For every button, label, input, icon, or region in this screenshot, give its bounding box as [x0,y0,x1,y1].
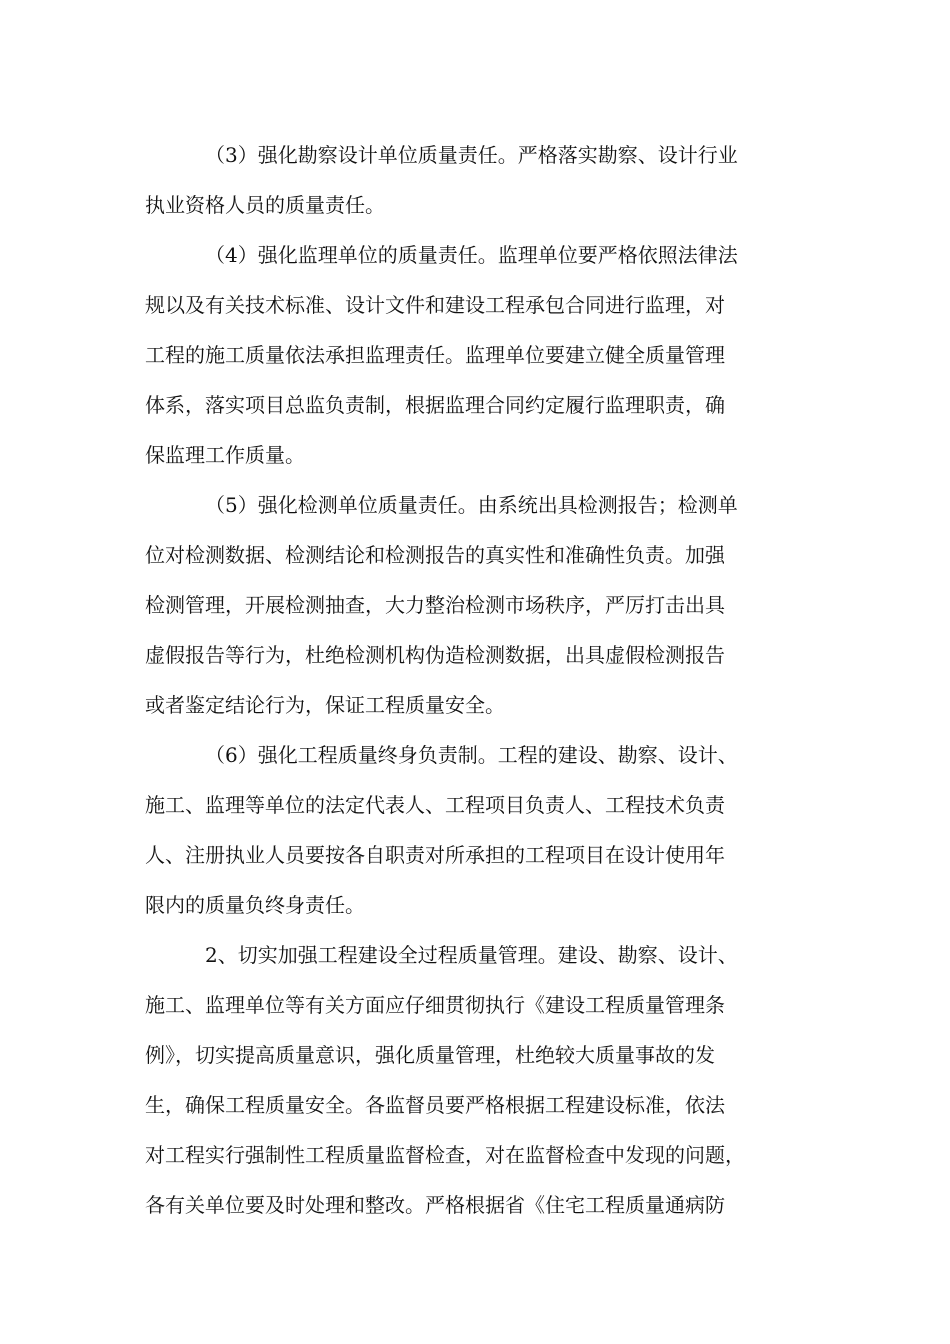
paragraph-line: 工程的施工质量依法承担监理责任。监理单位要建立健全质量管理 [145,343,725,367]
paragraph-4 [145,230,825,480]
paragraph-line: 限内的质量负终身责任。 [145,893,365,917]
paragraph-line: 保监理工作质量。 [145,443,305,467]
paragraph-6 [145,730,825,930]
paragraph-line: 执业资格人员的质量责任。 [145,193,385,217]
paragraph-line: 规以及有关技术标准、设计文件和建设工程承包合同进行监理，对 [145,293,725,317]
paragraph-line: （4）强化监理单位的质量责任。监理单位要严格依照法律法 [205,243,738,267]
paragraph-line: 或者鉴定结论行为，保证工程质量安全。 [145,693,505,717]
paragraph-line: 施工、监理单位等有关方面应仔细贯彻执行《建设工程质量管理条 [145,993,725,1017]
paragraph-line: （5）强化检测单位质量责任。由系统出具检测报告；检测单 [205,493,738,517]
paragraph-line: 例》，切实提高质量意识，强化质量管理，杜绝较大质量事故的发 [145,1043,715,1067]
paragraph-line: 生，确保工程质量安全。各监督员要严格根据工程建设标准，依法 [145,1093,725,1117]
paragraph-line: 对工程实行强制性工程质量监督检查，对在监督检查中发现的问题， [145,1143,745,1167]
paragraph-line: 各有关单位要及时处理和整改。严格根据省《住宅工程质量通病防 [145,1193,725,1217]
paragraph-line: 检测管理，开展检测抽查，大力整治检测市场秩序，严厉打击出具 [145,593,725,617]
paragraph-line: 虚假报告等行为，杜绝检测机构伪造检测数据，出具虚假检测报告 [145,643,725,667]
paragraph-5 [145,480,825,730]
paragraph-line: （3）强化勘察设计单位质量责任。严格落实勘察、设计行业 [205,143,738,167]
paragraph-line: 2、切实加强工程建设全过程质量管理。建设、勘察、设计、 [205,943,738,967]
paragraph-line: 位对检测数据、检测结论和检测报告的真实性和准确性负责。加强 [145,543,725,567]
paragraph-line: 体系，落实项目总监负责制，根据监理合同约定履行监理职责，确 [145,393,725,417]
section-2-paragraph [145,930,825,1230]
document-body [145,130,825,1230]
paragraph-line: （6）强化工程质量终身负责制。工程的建设、勘察、设计、 [205,743,738,767]
paragraph-line: 施工、监理等单位的法定代表人、工程项目负责人、工程技术负责 [145,793,725,817]
paragraph-line: 人、注册执业人员要按各自职责对所承担的工程项目在设计使用年 [145,843,725,867]
paragraph-3 [145,130,825,230]
